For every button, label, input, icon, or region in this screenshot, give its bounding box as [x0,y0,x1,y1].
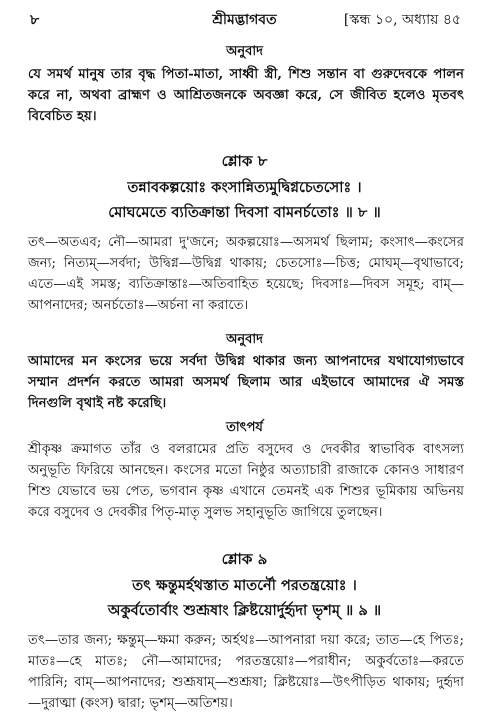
sloka-9-synonyms: তৎ—তার জন্য; ক্ষন্তুম্—ক্ষমা করুন; অর্হথঃ—আপনারা দয়া করে; তাত—হে পিতঃ; মাতঃ—হে মাতঃ; নৌ—আমাদের; পরতন্ত্রয়োঃ—পরাধীন; অকুর্বতোঃ—করতে পারিনি; বাম্—আপনাদের; শুশ্রূষাম্—শুশ্রূষা; ক্লিষ্টয়োঃ—উৎপীড়িত থাকায়; দুর্হৃদা—দুরাত্মা (কংস) দ্বারা; ভৃশম্—অতিশয়। [28,633,464,711]
purport-heading: তাৎপর্য [226,420,263,435]
translation-heading-2: অনুবাদ [226,332,263,347]
purport-text: শ্রীকৃষ্ণ ক্রমাগত তাঁর ও বলরামের প্রতি বসুদেব ও দেবকীর স্বাভাবিক বাৎসল্য অনুভূতি ফিরিয়ে আনছেন। কংসের মতো নিষ্ঠুর অত্যাচারী রাজাকে কোনও সাধারণ শিশু যেভাবে ভয় পেত, ভগবান কৃষ্ণ এখানে তেমনই এক শিশুর ভূমিকায় অভিনয় করে বসুদেব ও দেবকীর পিতৃ-মাতৃ সুলভ সহানুভূতি জাগিয়ে তুলছেন। [28,442,464,520]
sloka-9-line-1: তৎ ক্ষন্তুমর্হথস্তাত মাতর্নৌ পরতন্ত্রয়োঃ । [132,577,357,594]
sloka-9-line-2: অকুর্বতোর্বাং শুশ্রূষাং ক্লিষ্টয়োর্দুর্হৃদা ভৃশম্ ॥ ৯ ॥ [107,602,382,619]
translation-text-2: আমাদের মন কংসের ভয়ে সর্বদা উদ্বিগ্ন থাকার জন্য আপনাদের যথাযোগ্যভাবে সম্মান প্রদর্শন করতে আমরা অসমর্থ ছিলাম আর এইভাবে আমাদের ঐ সমস্ত দিনগুলি বৃথাই নষ্ট করেছি। [28,354,464,411]
sloka-8-synonyms: তৎ—অতএব; নৌ—আমরা দু'জনে; অকল্পয়োঃ—অসমর্থ ছিলাম; কংসাৎ—কংসের জন্য; নিত্যম্—সর্বদা; উদ্বিগ্ন—উদ্বিগ্ন থাকায়; চেতসোঃ—চিত্ত; মোঘম্—বৃথাভাবে; এতে—এই সমস্ত; ব্যতিক্রান্তাঃ—অতিবাহিত হয়েছে; দিবসাঃ—দিবস সমূহ; বাম্—আপনাদের; অনর্চতোঃ—অর্চনা না করাতে। [28,235,464,313]
sloka-8-line-2: মোঘমেতে ব্যতিক্রান্তা দিবসা বামনর্চতোঃ ॥ ৮ ॥ [108,204,381,221]
sloka-8-line-1: তন্নাবকল্পয়োঃ কংসান্নিত্যমুদ্বিগ্নচেতসোঃ । [127,179,362,196]
sloka-8-heading: শ্লোক ৮ [221,152,268,170]
running-title: শ্রীমদ্ভাগবত [212,12,277,28]
section-reference: [স্কন্ধ ১০, অধ্যায় ৪৫ [343,12,461,28]
page-number: ৮ [30,12,40,28]
translation-heading-1: অনুবাদ [226,44,263,59]
translation-text-1: যে সমর্থ মানুষ তার বৃদ্ধ পিতা-মাতা, সাধ্বী স্ত্রী, শিশু সন্তান বা গুরুদেবকে পালন করে না, অথবা ব্রাহ্মণ ও আশ্রিতজনকে অবজ্ঞা করে, সে জীবিত হলেও মৃতবৎ বিবেচিত হয়। [28,67,464,124]
sloka-9-heading: শ্লোক ৯ [221,550,268,568]
